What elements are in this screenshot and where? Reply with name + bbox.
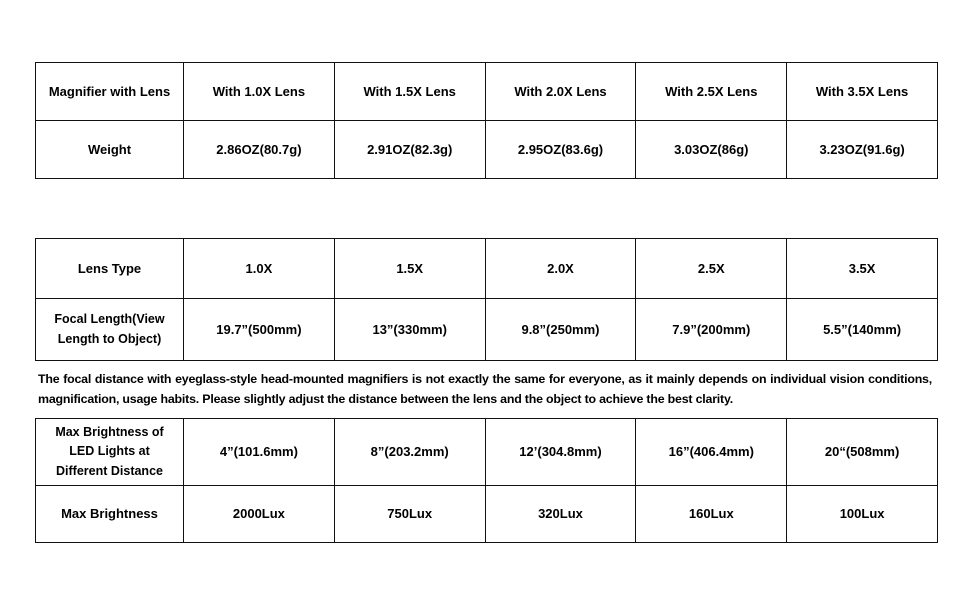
table-cell: 160Lux [636,486,787,543]
table-cell: 7.9”(200mm) [636,299,787,361]
row-header-cell: Max Brightness [36,486,184,543]
table-cell: With 3.5X Lens [787,63,938,121]
table-cell: 100Lux [787,486,938,543]
table-cell: 2.91OZ(82.3g) [334,121,485,179]
table-cell: With 2.5X Lens [636,63,787,121]
table-cell: 2.0X [485,239,636,299]
table-cell: With 2.0X Lens [485,63,636,121]
table-cell: 8”(203.2mm) [334,419,485,486]
table-cell: 750Lux [334,486,485,543]
table-row [36,419,938,486]
table-cell: 2.95OZ(83.6g) [485,121,636,179]
weight-table [35,62,938,179]
row-header-cell: Lens Type [36,239,184,299]
brightness-table [35,418,938,543]
table-cell: 1.0X [184,239,335,299]
row-header-cell: Focal Length(View Length to Object) [36,299,184,361]
row-header-cell: Magnifier with Lens [36,63,184,121]
focal-length-table [35,238,938,361]
table-row [36,239,938,299]
table-cell: 1.5X [334,239,485,299]
table-cell: 2000Lux [184,486,335,543]
table-row [36,486,938,543]
table-cell: 2.86OZ(80.7g) [184,121,335,179]
table-cell: 3.5X [787,239,938,299]
focal-distance-note: The focal distance with eyeglass-style head-mounted magnifiers is not exactly the same for everyone, as it mainly depends on individual vision conditions, magnification, usage habits. Please slightly adjust the distance between the lens and the object to achieve the best clarity. [38,372,932,406]
table-cell: 16”(406.4mm) [636,419,787,486]
table-cell: 13”(330mm) [334,299,485,361]
table-cell: 20“(508mm) [787,419,938,486]
table-row [36,299,938,361]
row-header-cell: Weight [36,121,184,179]
table-cell: 12’(304.8mm) [485,419,636,486]
row-header-cell: Max Brightness of LED Lights at Different Distance [36,419,184,486]
table-cell: 5.5”(140mm) [787,299,938,361]
table-row [36,63,938,121]
table-cell: 3.23OZ(91.6g) [787,121,938,179]
table-cell: With 1.5X Lens [334,63,485,121]
table-cell: 320Lux [485,486,636,543]
table-cell: 9.8”(250mm) [485,299,636,361]
table-cell: 2.5X [636,239,787,299]
table-cell: 19.7”(500mm) [184,299,335,361]
table-cell: 4”(101.6mm) [184,419,335,486]
table-row [36,121,938,179]
table-cell: 3.03OZ(86g) [636,121,787,179]
table-cell: With 1.0X Lens [184,63,335,121]
